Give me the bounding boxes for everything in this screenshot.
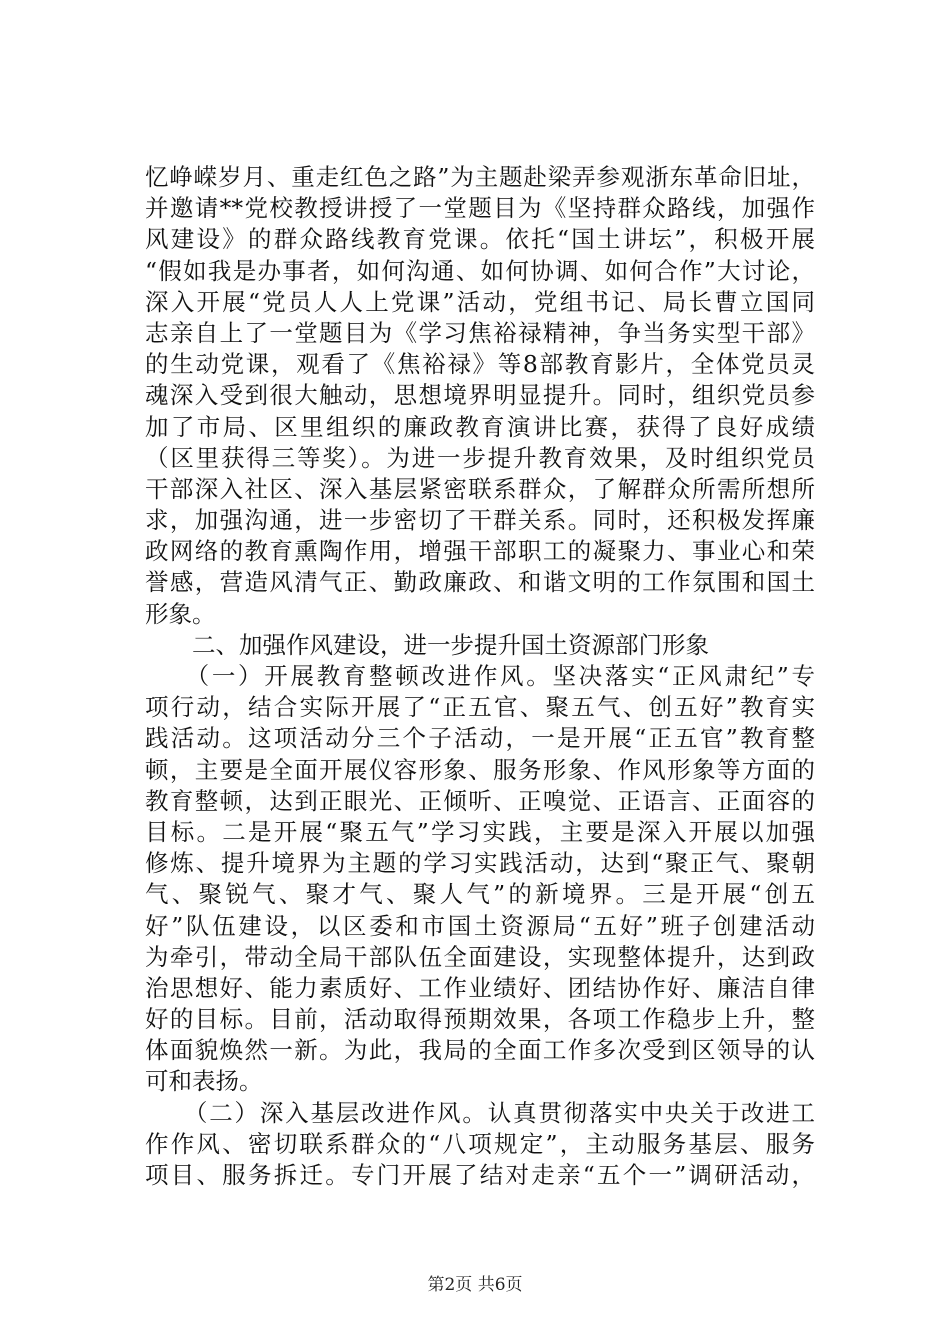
- text-line: 气、聚锐气、聚才气、聚人气”的新境界。三是开展“创五: [145, 880, 815, 909]
- text-line: 可和表扬。: [145, 1067, 263, 1096]
- text-line: （区里获得三等奖）。为进一步提升教育效果，及时组织党员: [145, 443, 815, 472]
- text-line: 干部深入社区、深入基层紧密联系群众，了解群众所需所想所: [145, 474, 815, 503]
- text-line: 好”队伍建设，以区委和市国土资源局“五好”班子创建活动: [145, 911, 815, 940]
- text-line: （二）深入基层改进作风。认真贯彻落实中央关于改进工: [145, 1098, 815, 1127]
- text-line: 作作风、密切联系群众的“八项规定”，主动服务基层、服务: [145, 1129, 815, 1158]
- page-number-label: 第2页 共6页: [427, 1275, 523, 1295]
- text-line: 修炼、提升境界为主题的学习实践活动，达到“聚正气、聚朝: [145, 849, 815, 878]
- text-line: 为牵引，带动全局干部队伍全面建设，实现整体提升，达到政: [145, 942, 815, 971]
- page-footer: [0, 1274, 950, 1296]
- text-line: 治思想好、能力素质好、工作业绩好、团结协作好、廉洁自律: [145, 973, 815, 1002]
- text-line: 政网络的教育熏陶作用，增强干部职工的凝聚力、事业心和荣: [145, 537, 815, 566]
- text-line: 志亲自上了一堂题目为《学习焦裕禄精神，争当务实型干部》: [145, 318, 815, 347]
- text-line: “假如我是办事者，如何沟通、如何协调、如何合作”大讨论，: [145, 256, 815, 285]
- text-line: 誉感，营造风清气正、勤政廉政、和谐文明的工作氛围和国土: [145, 568, 815, 597]
- text-line: 风建设》的群众路线教育党课。依托“国土讲坛”，积极开展: [145, 225, 815, 254]
- text-line: 项目、服务拆迁。专门开展了结对走亲“五个一”调研活动，: [145, 1161, 815, 1189]
- text-line: 教育整顿，达到正眼光、正倾听、正嗅觉、正语言、正面容的: [145, 786, 815, 815]
- text-line: 顿，主要是全面开展仪容形象、服务形象、作风形象等方面的: [145, 755, 815, 784]
- text-line: 忆峥嵘岁月、重走红色之路”为主题赴梁弄参观浙东革命旧址，: [145, 163, 815, 191]
- text-line: 践活动。这项活动分三个子活动，一是开展“正五官”教育整: [145, 724, 815, 753]
- text-line: 的生动党课，观看了《焦裕禄》等8部教育影片，全体党员灵: [145, 350, 815, 379]
- text-line: 目标。二是开展“聚五气”学习实践，主要是深入开展以加强: [145, 817, 815, 846]
- text-line: 加了市局、区里组织的廉政教育演讲比赛，获得了良好成绩: [145, 412, 815, 441]
- text-line: （一）开展教育整顿改进作风。坚决落实“正风肃纪”专: [145, 662, 815, 690]
- text-line: 体面貌焕然一新。为此，我局的全面工作多次受到区领导的认: [145, 1036, 815, 1065]
- text-line: 并邀请**党校教授讲授了一堂题目为《坚持群众路线，加强作: [145, 194, 815, 223]
- section-heading: 二、加强作风建设，进一步提升国土资源部门形象: [145, 630, 709, 659]
- text-line: 项行动，结合实际开展了“正五官、聚五气、创五好”教育实: [145, 693, 815, 722]
- text-line: 深入开展“党员人人上党课”活动，党组书记、局长曹立国同: [145, 287, 815, 316]
- text-line: 形象。: [145, 599, 216, 628]
- document-body: [145, 162, 815, 1191]
- text-line: 求，加强沟通，进一步密切了干群关系。同时，还积极发挥廉: [145, 506, 815, 535]
- text-line: 好的目标。目前，活动取得预期效果，各项工作稳步上升，整: [145, 1005, 815, 1034]
- text-line: 魂深入受到很大触动，思想境界明显提升。同时，组织党员参: [145, 381, 815, 410]
